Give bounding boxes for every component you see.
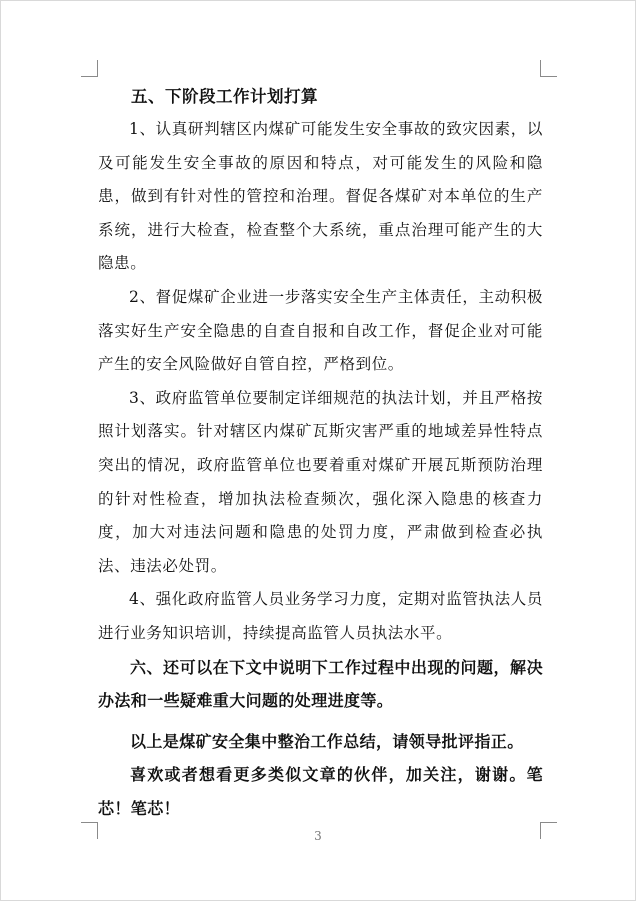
closing-summary: 以上是煤矿安全集中整治工作总结，请领导批评指正。: [130, 731, 524, 751]
paragraph-3: 3、政府监管单位要制定详细规范的执法计划，并且严格按照计划落实。针对辖区内煤矿瓦斯灾害严重的地域差异性特点突出的情况，政府监管单位也要着重对煤矿开展瓦斯预防治理的针对性检查，增加执法检查频次，强化深入隐患的核查力度，加大对违法问题和隐患的处罚力度，严肃做到检查必执法、违法必处罚。: [98, 388, 543, 575]
section-6-text: 六、还可以在下文中说明下工作过程中出现的问题，解决办法和一些疑难重大问题的处理进度等。: [98, 657, 543, 711]
paragraph-2: 2、督促煤矿企业进一步落实安全生产主体责任，主动积极落实好生产安全隐患的自查自报和自改工作，督促企业对可能产生的安全风险做好自管自控，严格到位。: [98, 287, 543, 374]
closing-follow: 喜欢或者想看更多类似文章的伙伴，加关注，谢谢。笔芯！笔芯！: [98, 765, 543, 818]
section-5-heading: 五、下阶段工作计划打算: [131, 87, 318, 106]
spacer: [98, 718, 543, 725]
paragraph-1: 1、认真研判辖区内煤矿可能发生安全事故的致灾因素，以及可能发生安全事故的原因和特点，对可能发生的风险和隐患，做到有针对性的管控和治理。督促各煤矿对本单位的生产系统，进行大检查，检查整个大系统，重点治理可能产生的大隐患。: [98, 120, 543, 273]
margin-corner-top-right: [540, 60, 557, 77]
paragraph-4: 4、强化政府监管人员业务学习力度，定期对监管执法人员进行业务知识培训，持续提高监管人员执法水平。: [98, 590, 543, 642]
margin-corner-top-left: [81, 60, 98, 77]
page-content: [98, 80, 543, 825]
page-number: 3: [314, 829, 322, 843]
